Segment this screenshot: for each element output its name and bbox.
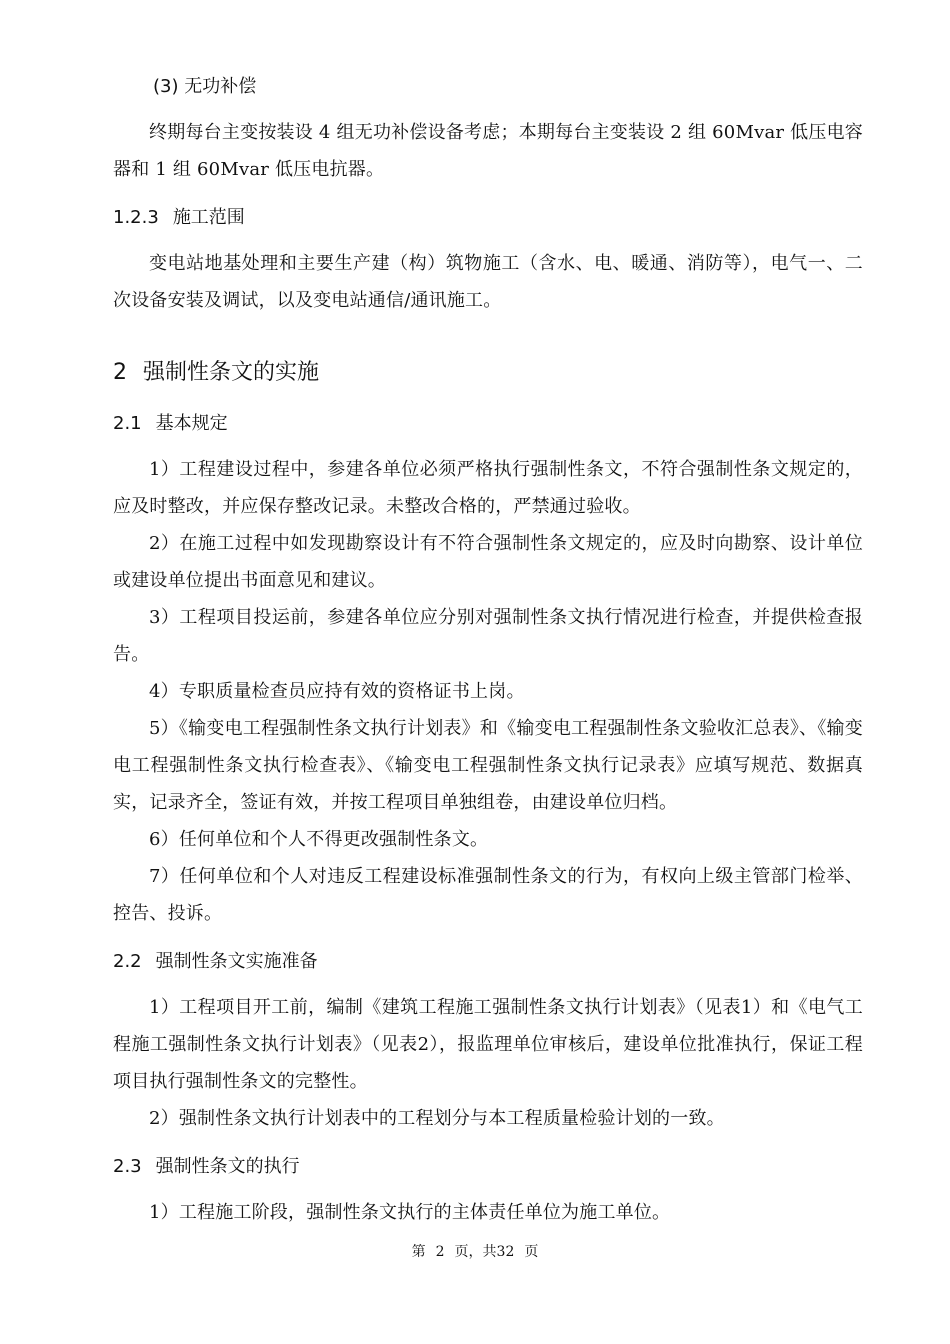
paragraph: 6）任何单位和个人不得更改强制性条文。 <box>149 829 489 850</box>
paragraph: 终期每台主变按装设 4 组无功补偿设备考虑；本期每台主变装设 2 组 60Mvar 低压电容器和 1 组 60Mvar 低压电抗器。 <box>113 122 863 180</box>
paragraph: 4）专职质量检查员应持有效的资格证书上岗。 <box>149 681 525 702</box>
footer-suffix: 页 <box>524 1244 539 1260</box>
section-title: 强制性条文实施准备 <box>155 951 318 972</box>
paragraph: 7）任何单位和个人对违反工程建设标准强制性条文的行为，有权向上级主管部门检举、控告、投诉。 <box>113 866 863 924</box>
footer-middle: 页，共 <box>454 1244 497 1260</box>
chapter-heading-2 <box>113 357 863 389</box>
footer-prefix: 第 <box>411 1244 426 1260</box>
section-number: 2.1 <box>113 413 142 434</box>
section-number: 1.2.3 <box>113 207 159 228</box>
paragraph: 3）工程项目投运前，参建各单位应分别对强制性条文执行情况进行检查，并提供检查报告。 <box>113 607 863 665</box>
paragraph: 1）工程项目开工前，编制《建筑工程施工强制性条文执行计划表》（见表1）和《电气工程施工强制性条文执行计划表》（见表2），报监理单位审核后，建设单位批准执行，保证工程项目执行强制性条文的完整性。 <box>113 997 863 1092</box>
paragraph: 2）强制性条文执行计划表中的工程划分与本工程质量检验计划的一致。 <box>149 1108 725 1129</box>
section-heading-2-1 <box>113 411 863 437</box>
section-number: 2.2 <box>113 951 142 972</box>
section-title: 施工范围 <box>172 207 245 228</box>
section-number: 2.3 <box>113 1156 142 1177</box>
section-title: 强制性条文的执行 <box>155 1156 300 1177</box>
section-heading-1-2-3 <box>113 205 863 231</box>
page-footer <box>0 1242 950 1262</box>
paragraph: 1）工程建设过程中，参建各单位必须严格执行强制性条文，不符合强制性条文规定的，应及时整改，并应保存整改记录。未整改合格的，严禁通过验收。 <box>113 459 863 517</box>
footer-page-number: 2 <box>435 1244 445 1260</box>
section-title: 基本规定 <box>155 413 228 434</box>
paragraph: 2）在施工过程中如发现勘察设计有不符合强制性条文规定的，应及时向勘察、设计单位或建设单位提出书面意见和建议。 <box>113 533 863 591</box>
paragraph: 变电站地基处理和主要生产建（构）筑物施工（含水、电、暖通、消防等），电气一、二次设备安装及调试，以及变电站通信/通讯施工。 <box>113 253 863 311</box>
chapter-number: 2 <box>113 360 127 385</box>
footer-total-pages: 32 <box>496 1244 515 1260</box>
page-content <box>113 74 863 1231</box>
chapter-title: 强制性条文的实施 <box>143 360 320 385</box>
paragraph: 1）工程施工阶段，强制性条文执行的主体责任单位为施工单位。 <box>149 1202 671 1223</box>
paragraph: 5）《输变电工程强制性条文执行计划表》和《输变电工程强制性条文验收汇总表》、《输变电工程强制性条文执行检查表》、《输变电工程强制性条文执行记录表》应填写规范、数据真实，记录齐全，签证有效，并按工程项目单独组卷，由建设单位归档。 <box>113 718 863 813</box>
section-heading-2-2 <box>113 949 863 975</box>
reactive-compensation-heading: (3) 无功补偿 <box>153 76 257 97</box>
section-heading-2-3 <box>113 1154 863 1180</box>
